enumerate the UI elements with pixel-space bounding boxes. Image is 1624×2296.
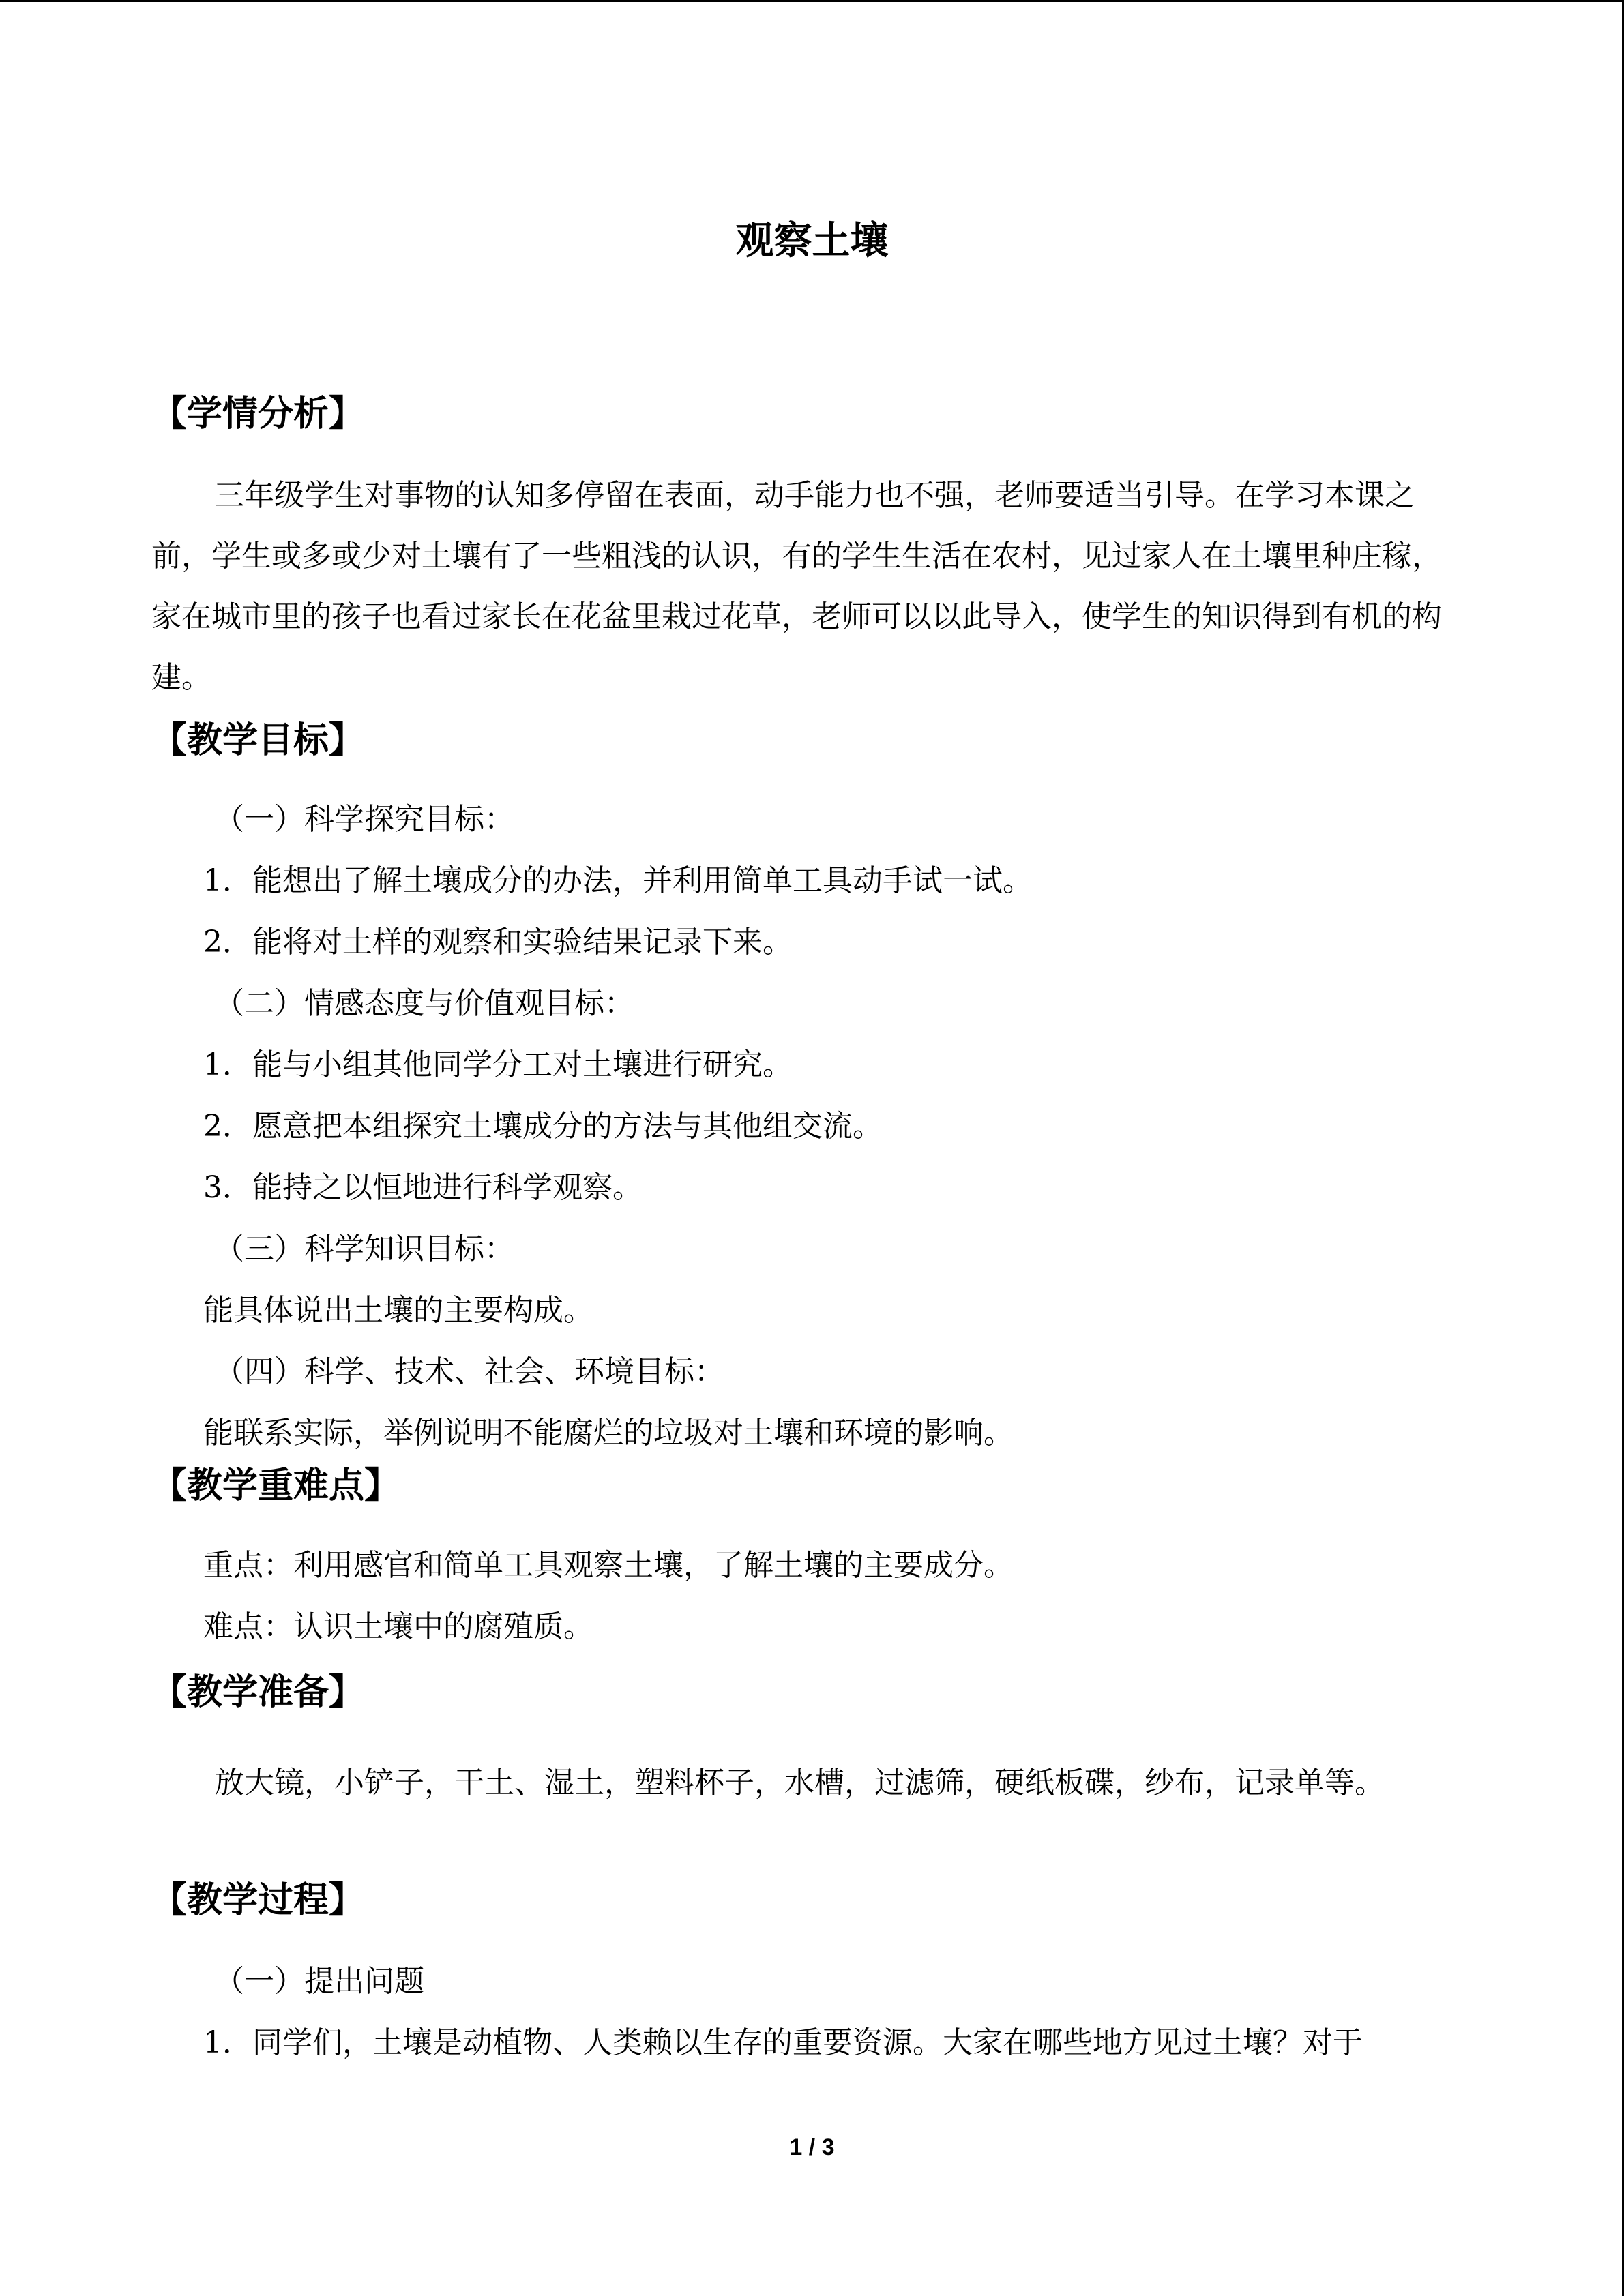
goal-line: 3．能持之以恒地进行科学观察。 <box>203 1170 643 1205</box>
goal-line: 能具体说出土壤的主要构成。 <box>203 1293 593 1328</box>
heading-process: 【教学过程】 <box>151 1880 365 1921</box>
keypoint-line: 重点：利用感官和简单工具观察土壤，了解土壤的主要成分。 <box>203 1548 1014 1583</box>
process-line: （一）提出问题 <box>214 1964 424 1999</box>
keypoint-line: 难点：认识土壤中的腐殖质。 <box>203 1609 593 1644</box>
goal-line: 能联系实际，举例说明不能腐烂的垃圾对土壤和环境的影响。 <box>203 1416 1014 1450</box>
page-title: 观察土壤 <box>735 218 889 263</box>
goal-line: （一）科学探究目标： <box>214 802 514 837</box>
paragraph-analysis: 三年级学生对事物的认知多停留在表面，动手能力也不强，老师要适当引导。在学习本课之前，学生或多或少对土壤有了一些粗浅的认识，有的学生生活在农村，见过家人在土壤里种庄稼，家在城市里的孩子也看过家长在花盆里栽过花草，老师可以以此导入，使学生的知识得到有机的构建。 <box>151 478 1442 695</box>
goal-line: 2．愿意把本组探究土壤成分的方法与其他组交流。 <box>203 1109 883 1144</box>
goal-line: 1．能与小组其他同学分工对土壤进行研究。 <box>203 1047 793 1082</box>
goal-line: （四）科学、技术、社会、环境目标： <box>214 1354 724 1389</box>
page-number: 1 / 3 <box>789 2134 835 2160</box>
goal-line: （三）科学知识目标： <box>214 1232 514 1266</box>
heading-prep: 【教学准备】 <box>151 1672 365 1713</box>
page-border-top <box>0 0 1624 2</box>
goal-line: 2．能将对土样的观察和实验结果记录下来。 <box>203 925 793 959</box>
goal-line: 1．能想出了解土壤成分的办法，并利用简单工具动手试一试。 <box>203 863 1033 898</box>
heading-goals: 【教学目标】 <box>151 720 365 761</box>
process-line: 1．同学们，土壤是动植物、人类赖以生存的重要资源。大家在哪些地方见过土壤？对于 <box>203 2025 1363 2060</box>
heading-keypoints: 【教学重难点】 <box>151 1465 400 1506</box>
heading-analysis: 【学情分析】 <box>151 393 365 434</box>
paragraph-prep: 放大镜，小铲子，干土、湿土，塑料杯子，水槽，过滤筛，硬纸板碟，纱布，记录单等。 <box>214 1765 1385 1800</box>
goal-line: （二）情感态度与价值观目标： <box>214 986 634 1021</box>
